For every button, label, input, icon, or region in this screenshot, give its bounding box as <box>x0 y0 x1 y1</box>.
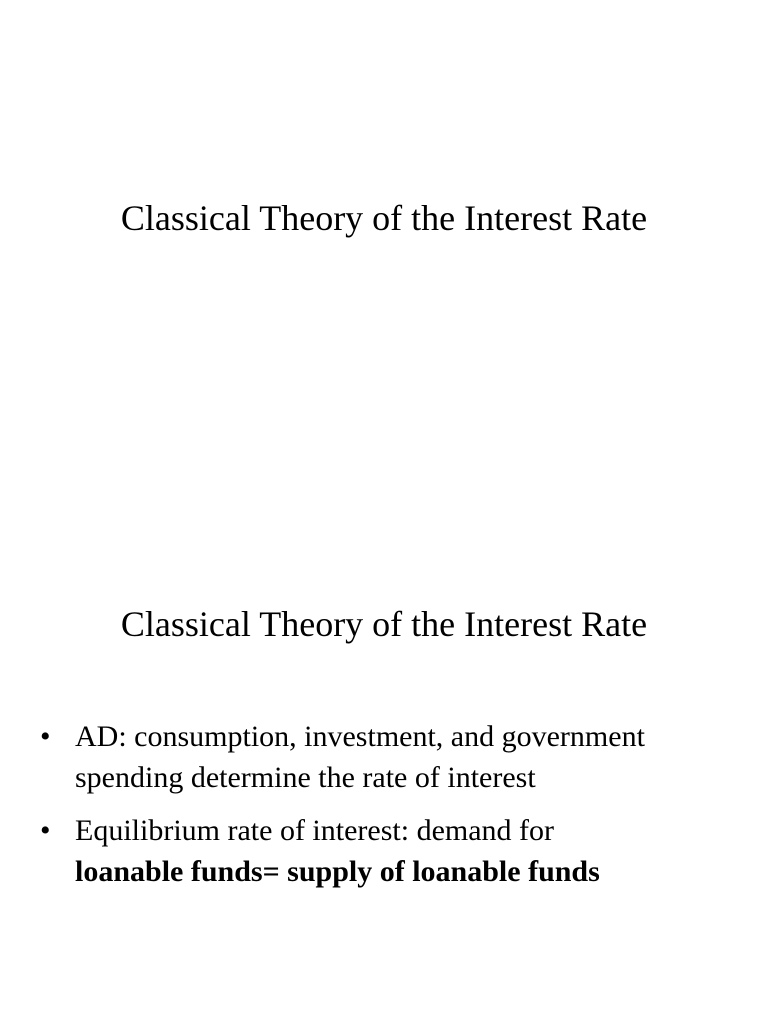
bullet-text-2-bold: loanable funds= supply of loanable funds <box>75 855 600 888</box>
bullet-text-2: Equilibrium rate of interest: demand for <box>75 814 555 847</box>
bullet-item-1 <box>40 716 740 798</box>
slide-1 <box>0 0 768 400</box>
bullet-item-2 <box>40 810 740 892</box>
slide-2-title: Classical Theory of the Interest Rate <box>120 604 648 644</box>
slide-2 <box>0 400 768 1024</box>
bullet-text-1: AD: consumption, investment, and government spending determine the rate of interest <box>75 720 645 794</box>
slide-1-title: Classical Theory of the Interest Rate <box>120 198 648 238</box>
bullet-icon: • <box>40 720 51 753</box>
bullet-icon: • <box>40 814 51 847</box>
bullet-list <box>40 716 740 904</box>
